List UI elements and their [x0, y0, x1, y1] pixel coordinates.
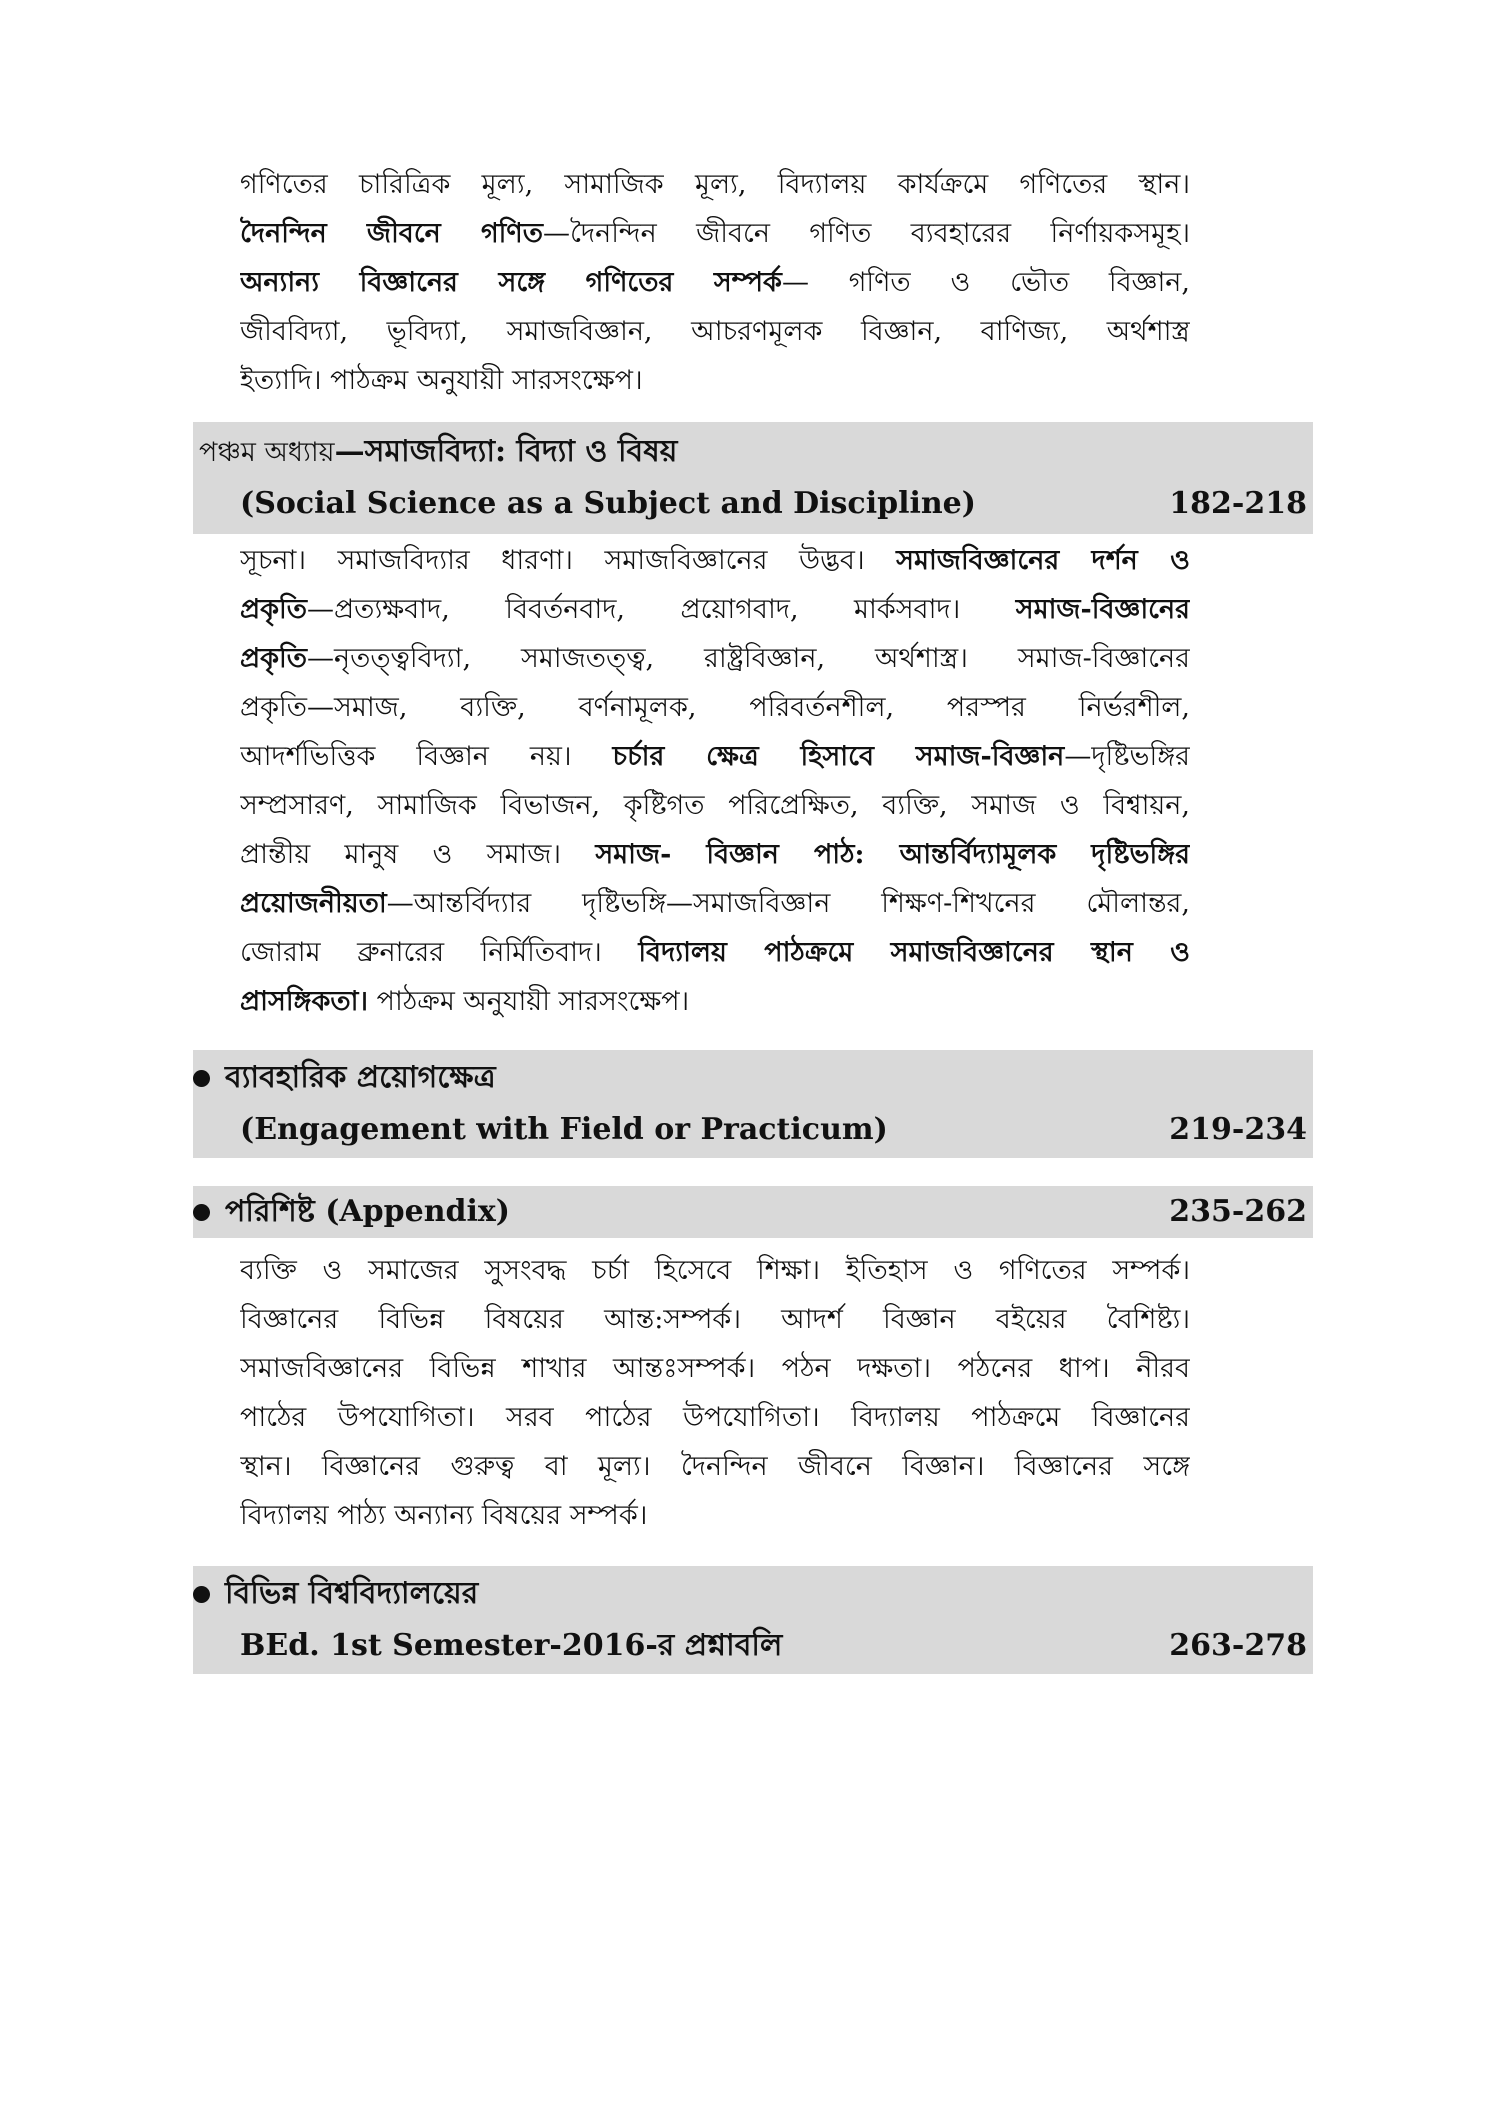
text-line [240, 258, 1190, 307]
appendix-paragraph [240, 1246, 1190, 1540]
text: ব্যক্তি ও সমাজের সুসংবদ্ধ চর্চা হিসেবে শিক্ষা। ইতিহাস ও গণিতের সম্পর্ক। [240, 1255, 1190, 1286]
questions-header [193, 1566, 1313, 1674]
text: স্থান। বিজ্ঞানের গুরুত্ব বা মূল্য। দৈনন্দিন জীবনে বিজ্ঞান। বিজ্ঞানের সঙ্গে [240, 1451, 1190, 1482]
text-line [240, 307, 1190, 356]
bold-text: প্রকৃতি [240, 643, 308, 674]
practicum-title: ব্যাবহারিক প্রয়োগক্ষেত্র [225, 1060, 496, 1095]
text-line [240, 1344, 1190, 1393]
text: সমাজবিজ্ঞানের বিভিন্ন শাখার আন্তঃসম্পর্ক। পঠন দক্ষতা। পঠনের ধাপ। নীরব [240, 1353, 1190, 1384]
practicum-header [193, 1050, 1313, 1158]
chapter5-paragraph [240, 536, 1190, 1026]
text-line [240, 1442, 1190, 1491]
bold-text: সমাজ- বিজ্ঞান পাঠ: আন্তর্বিদ্যামূলক দৃষ্টিভঙ্গির [595, 839, 1190, 870]
text: ইত্যাদি। পাঠক্রম অনুযায়ী সারসংক্ষেপ। [240, 365, 643, 396]
chapter5-header [193, 422, 1313, 534]
text-line [240, 879, 1190, 928]
questions-title: বিভিন্ন বিশ্ববিদ্যালয়ের [225, 1576, 479, 1611]
bold-text: চর্চার ক্ষেত্র হিসাবে সমাজ-বিজ্ঞান [612, 741, 1065, 772]
text: বিজ্ঞানের বিভিন্ন বিষয়ের আন্ত:সম্পর্ক। আদর্শ বিজ্ঞান বইয়ের বৈশিষ্ট্য। [240, 1304, 1190, 1335]
bullet-icon [193, 1070, 210, 1087]
text: — গণিত ও ভৌত বিজ্ঞান, [781, 267, 1190, 298]
text: প্রকৃতি—সমাজ, ব্যক্তি, বর্ণনামূলক, পরিবর্তনশীল, পরস্পর নির্ভরশীল, [240, 692, 1190, 723]
text-line [240, 160, 1190, 209]
chapter5-number: পঞ্চম অধ্যায় [199, 437, 335, 468]
questions-subtitle: BEd. 1st Semester-2016-র প্রশ্নাবলি [240, 1628, 783, 1663]
text-line [240, 1491, 1190, 1540]
appendix-header [193, 1186, 1313, 1238]
bold-text: অন্যান্য বিজ্ঞানের সঙ্গে গণিতের সম্পর্ক [240, 267, 782, 298]
text-line [240, 209, 1190, 258]
bold-text: দৈনন্দিন জীবনে গণিত [240, 218, 543, 249]
text-line [240, 732, 1190, 781]
bold-text: প্রাসঙ্গিকতা। [240, 986, 369, 1017]
text-line [240, 683, 1190, 732]
text: —দৃষ্টিভঙ্গির [1064, 741, 1190, 772]
text: জোরাম ব্রুনারের নির্মিতিবাদ। [240, 937, 639, 968]
bold-text: সমাজবিজ্ঞানের দর্শন ও [896, 545, 1190, 576]
text-line [240, 1393, 1190, 1442]
text-line [240, 1246, 1190, 1295]
intro-paragraph [240, 160, 1190, 405]
bold-text: বিদ্যালয় পাঠক্রমে সমাজবিজ্ঞানের স্থান ও [638, 937, 1190, 968]
practicum-subtitle: (Engagement with Field or Practicum) [240, 1112, 888, 1147]
text-line [240, 536, 1190, 585]
text: সূচনা। সমাজবিদ্যার ধারণা। সমাজবিজ্ঞানের উদ্ভব। [240, 545, 897, 576]
text-line [240, 356, 1190, 405]
bold-text: প্রকৃতি [240, 594, 308, 625]
chapter5-name: —সমাজবিদ্যা: বিদ্যা ও বিষয় [334, 434, 678, 469]
text: —নৃতত্ত্ববিদ্যা, সমাজতত্ত্ব, রাষ্ট্রবিজ্ঞান, অর্থশাস্ত্র। সমাজ-বিজ্ঞানের [307, 643, 1190, 674]
bold-text: প্রয়োজনীয়তা [240, 888, 387, 919]
bullet-icon [193, 1586, 210, 1603]
text: —প্রত্যক্ষবাদ, বিবর্তনবাদ, প্রয়োগবাদ, মার্কসবাদ। [307, 594, 1016, 625]
text: —আন্তর্বিদ্যার দৃষ্টিভঙ্গি—সমাজবিজ্ঞান শিক্ষণ-শিখনের মৌলান্তর, [386, 888, 1190, 919]
text: সম্প্রসারণ, সামাজিক বিভাজন, কৃষ্টিগত পরিপ্রেক্ষিত, ব্যক্তি, সমাজ ও বিশ্বায়ন, [240, 790, 1190, 821]
appendix-pages: 235-262 [1169, 1194, 1307, 1229]
text-line [240, 830, 1190, 879]
chapter5-pages: 182-218 [1169, 486, 1307, 521]
text: গণিতের চারিত্রিক মূল্য, সামাজিক মূল্য, বিদ্যালয় কার্যক্রমে গণিতের স্থান। [240, 169, 1190, 200]
text: জীববিদ্যা, ভূবিদ্যা, সমাজবিজ্ঞান, আচরণমূলক বিজ্ঞান, বাণিজ্য, অর্থশাস্ত্র [240, 316, 1190, 347]
text: প্রান্তীয় মানুষ ও সমাজ। [240, 839, 596, 870]
bullet-icon [193, 1204, 210, 1221]
text: আদর্শভিত্তিক বিজ্ঞান নয়। [240, 741, 613, 772]
appendix-title: পরিশিষ্ট (Appendix) [225, 1194, 510, 1229]
text-line [240, 585, 1190, 634]
text: —দৈনন্দিন জীবনে গণিত ব্যবহারের নির্ণায়কসমূহ। [542, 218, 1190, 249]
chapter5-subtitle: (Social Science as a Subject and Discipline) [240, 486, 976, 521]
questions-pages: 263-278 [1169, 1628, 1307, 1663]
chapter5-title [199, 426, 677, 479]
text: পাঠক্রম অনুযায়ী সারসংক্ষেপ। [368, 986, 690, 1017]
text-line [240, 977, 1190, 1026]
text-line [240, 634, 1190, 683]
bold-text: সমাজ-বিজ্ঞানের [1015, 594, 1190, 625]
text-line [240, 928, 1190, 977]
text: বিদ্যালয় পাঠ্য অন্যান্য বিষয়ের সম্পর্ক। [240, 1500, 648, 1531]
text-line [240, 781, 1190, 830]
practicum-pages: 219-234 [1169, 1112, 1307, 1147]
text: পাঠের উপযোগিতা। সরব পাঠের উপযোগিতা। বিদ্যালয় পাঠক্রমে বিজ্ঞানের [240, 1402, 1190, 1433]
text-line [240, 1295, 1190, 1344]
